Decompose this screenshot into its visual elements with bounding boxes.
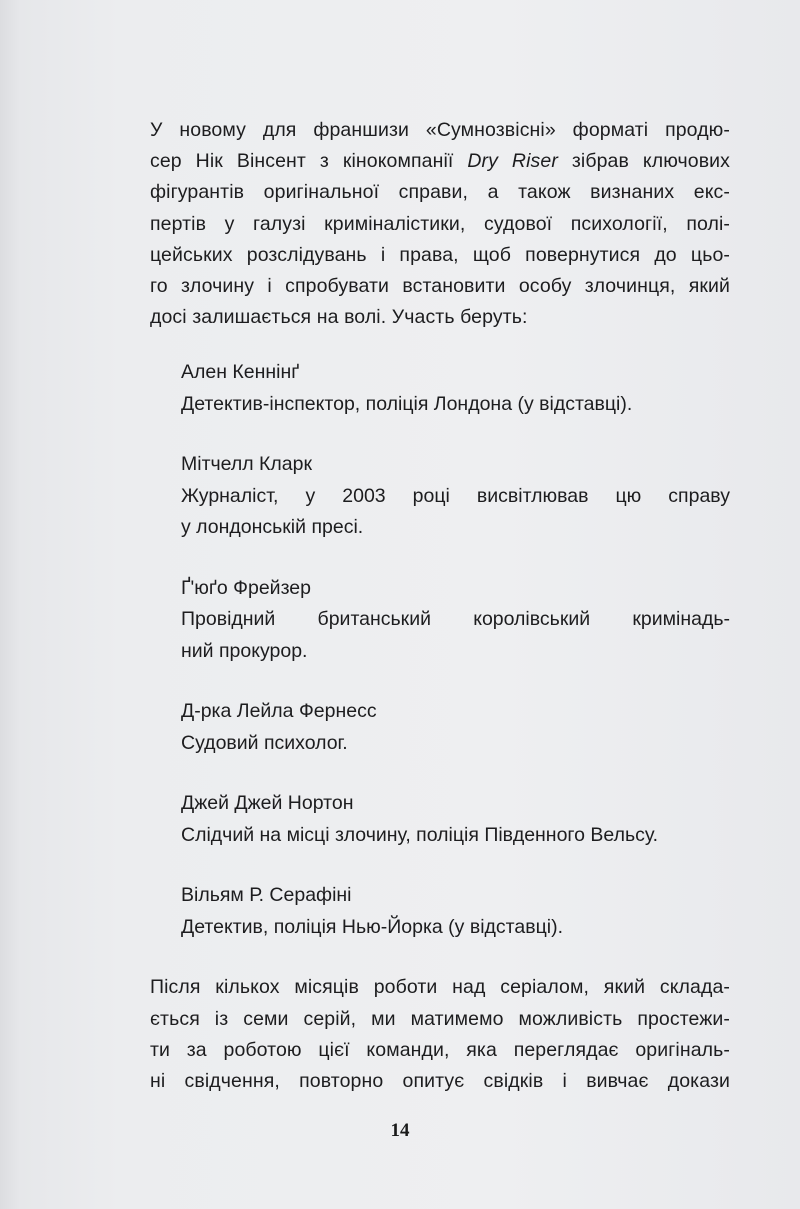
text-fragment: зібрав ключових	[557, 150, 730, 173]
participant-name: Д-рка Лейла Фернесс	[181, 700, 377, 723]
text-line: ється із семи серій, ми матимемо можливість простежи-	[150, 1007, 730, 1030]
participants-list	[150, 357, 730, 943]
participant-entry	[181, 788, 730, 851]
participant-entry	[181, 880, 730, 943]
participant-entry	[181, 696, 730, 759]
text-line: У новому для франшизи «Сумнозвісні» форматі продю-	[150, 119, 730, 141]
intro-paragraph	[150, 115, 730, 333]
page-number: 14	[390, 1120, 410, 1141]
text-column	[150, 115, 730, 1097]
text-line	[150, 146, 730, 177]
text-fragment: сер Нік Вінсент з кінокомпанії	[150, 150, 468, 173]
participant-role: Судовий психолог.	[181, 731, 348, 754]
participant-name: Мітчелл Кларк	[181, 453, 312, 476]
participant-name: Вільям Р. Серафіні	[181, 884, 352, 907]
participant-role: Детектив-інспектор, поліція Лондона (у відставці).	[181, 392, 633, 415]
text-line: го злочину і спробувати встановити особу злочинця, який	[150, 275, 730, 298]
participant-role: Слідчий на місці злочину, поліція Південного Вельсу.	[181, 823, 659, 846]
text-line: цейських розслідувань і права, щоб повернутися до цьо-	[150, 243, 730, 266]
text-line: фігурантів оригінальної справи, а також визнаних екс-	[150, 181, 730, 204]
text-line: ти за роботою цієї команди, яка переглядає оригіналь-	[150, 1038, 730, 1061]
participant-name: Джей Джей Нортон	[181, 792, 354, 815]
participant-role: ний прокурор.	[181, 639, 308, 662]
text-line: пертів у галузі криміналістики, судової психології, полі-	[150, 212, 730, 235]
closing-paragraph	[150, 972, 730, 1097]
company-name: Dry Riser	[467, 150, 558, 173]
participant-name: Ґ'юґо Фрейзер	[181, 576, 311, 599]
participant-name: Ален Кеннінґ	[181, 361, 300, 384]
participant-role: Журналіст, у 2003 році висвітлював цю справу	[181, 484, 730, 507]
participant-entry	[181, 449, 730, 544]
participant-role: у лондонській пресі.	[181, 516, 364, 539]
participant-role: Детектив, поліція Нью-Йорка (у відставці).	[181, 915, 563, 938]
participant-entry	[181, 573, 730, 668]
text-line: досі залишається на волі. Участь беруть:	[150, 306, 528, 329]
text-line: Після кількох місяців роботи над серіалом, який склада-	[150, 976, 730, 999]
participant-entry	[181, 357, 730, 420]
text-line: ні свідчення, повторно опитує свідків і вивчає докази	[150, 1070, 730, 1093]
participant-role: Провідний британський королівський кримінадь-	[181, 608, 730, 631]
